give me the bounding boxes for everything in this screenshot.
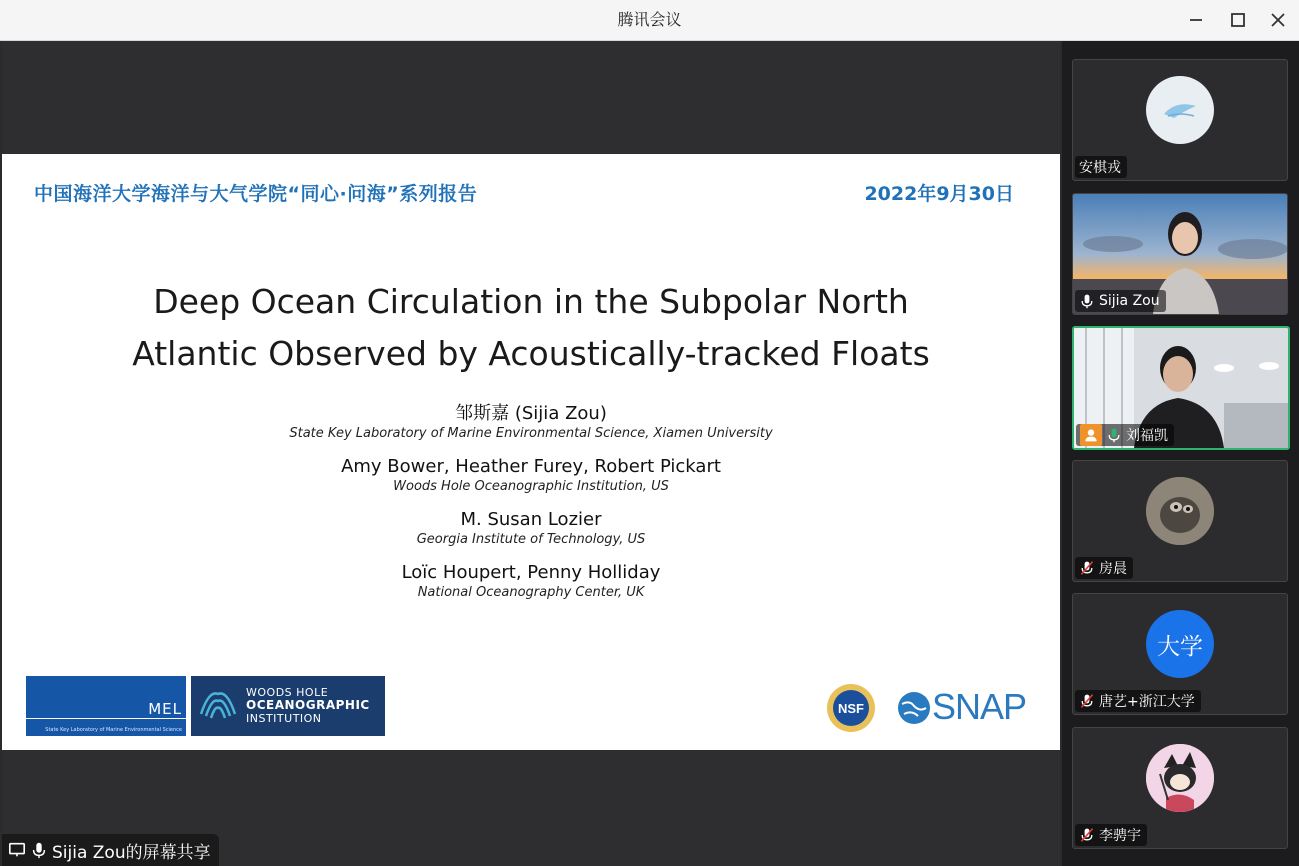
- participant-name: 刘福凯: [1126, 428, 1168, 444]
- participant-name: 唐艺+浙江大学: [1099, 694, 1195, 710]
- author-name: Amy Bower, Heather Furey, Robert Pickart: [341, 456, 721, 477]
- avatar: [1146, 610, 1214, 678]
- presentation-slide: [2, 154, 1060, 750]
- mel-logo-subtext: State Key Laboratory of Marine Environmental Science: [45, 727, 182, 733]
- whoi-line3: INSTITUTION: [246, 712, 322, 725]
- author-affiliation: National Oceanography Center, UK: [417, 585, 645, 600]
- participant-tile[interactable]: [1072, 193, 1288, 315]
- avatar: [1146, 76, 1214, 144]
- slide-title-line2: Atlantic Observed by Acoustically-tracked Floats: [132, 334, 930, 373]
- whoi-line1: WOODS HOLE: [246, 686, 329, 699]
- slide-title: [2, 276, 1060, 380]
- participant-name-tag: [1075, 290, 1166, 312]
- participant-name-tag: [1075, 690, 1201, 712]
- whoi-logo-text: [246, 686, 370, 725]
- author-block: [2, 402, 1060, 443]
- screen-share-indicator[interactable]: [2, 834, 219, 866]
- person-icon: [1083, 427, 1099, 443]
- maximize-icon[interactable]: [1226, 8, 1250, 32]
- microphone-muted-icon: [1079, 560, 1095, 576]
- microphone-active-icon: [1106, 427, 1122, 443]
- screen-icon: [8, 841, 26, 859]
- participant-name: 房晨: [1099, 561, 1127, 577]
- mel-logo-text: MEL: [148, 700, 182, 718]
- osnap-logo-text: SNAP: [932, 686, 1027, 727]
- nsf-logo-text: NSF: [838, 701, 864, 716]
- whoi-logo: [191, 676, 385, 736]
- avatar-text: 大学: [1157, 633, 1203, 660]
- slide-date: 2022年9月30日: [864, 183, 1014, 205]
- author-affiliation: Georgia Institute of Technology, US: [416, 532, 646, 547]
- participant-name-tag: [1076, 424, 1174, 446]
- whoi-wave-icon: [197, 684, 239, 726]
- globe-icon: [896, 690, 932, 726]
- minimize-icon[interactable]: [1184, 8, 1208, 32]
- title-bar: [0, 0, 1299, 41]
- participant-name: 安棋戎: [1079, 160, 1121, 176]
- participant-tile[interactable]: [1072, 593, 1288, 715]
- close-icon[interactable]: [1266, 8, 1290, 32]
- screen-share-area[interactable]: [2, 41, 1060, 866]
- author-affiliation: Woods Hole Oceanographic Institution, US: [393, 479, 669, 494]
- osnap-logo: [892, 686, 1032, 734]
- author-list: [2, 402, 1060, 614]
- screen-share-label: Sijia Zou的屏幕共享: [52, 842, 211, 863]
- window-title: 腾讯会议: [617, 10, 682, 29]
- microphone-muted-icon: [1079, 827, 1095, 843]
- author-affiliation: State Key Laboratory of Marine Environmental Science, Xiamen University: [289, 426, 773, 441]
- participant-tile-active[interactable]: [1072, 326, 1290, 450]
- author-block: [2, 508, 1060, 549]
- participant-tile[interactable]: [1072, 727, 1288, 849]
- whoi-line2: OCEANOGRAPHIC: [246, 698, 370, 712]
- microphone-icon: [1079, 293, 1095, 309]
- author-name: Loïc Houpert, Penny Holliday: [401, 562, 661, 583]
- participant-name-tag: [1075, 156, 1127, 178]
- participant-name: Sijia Zou: [1099, 293, 1160, 309]
- author-block: [2, 455, 1060, 496]
- author-block: [2, 561, 1060, 602]
- mel-logo: [26, 676, 186, 736]
- microphone-muted-icon: [1079, 693, 1095, 709]
- participant-panel: [1062, 41, 1299, 866]
- author-name: 邹斯嘉 (Sijia Zou): [455, 403, 607, 424]
- slide-title-line1: Deep Ocean Circulation in the Subpolar North: [153, 282, 909, 321]
- nsf-logo: [825, 682, 877, 734]
- host-badge: [1080, 424, 1102, 446]
- microphone-icon: [30, 841, 48, 859]
- author-name: M. Susan Lozier: [460, 509, 602, 530]
- participant-tile[interactable]: [1072, 460, 1288, 582]
- participant-tile[interactable]: [1072, 59, 1288, 181]
- participant-name: 李骋宇: [1099, 828, 1141, 844]
- slide-series-title: 中国海洋大学海洋与大气学院“同心·问海”系列报告: [34, 183, 478, 205]
- avatar: [1146, 477, 1214, 545]
- avatar: [1146, 744, 1214, 812]
- participant-name-tag: [1075, 824, 1147, 846]
- participant-name-tag: [1075, 557, 1133, 579]
